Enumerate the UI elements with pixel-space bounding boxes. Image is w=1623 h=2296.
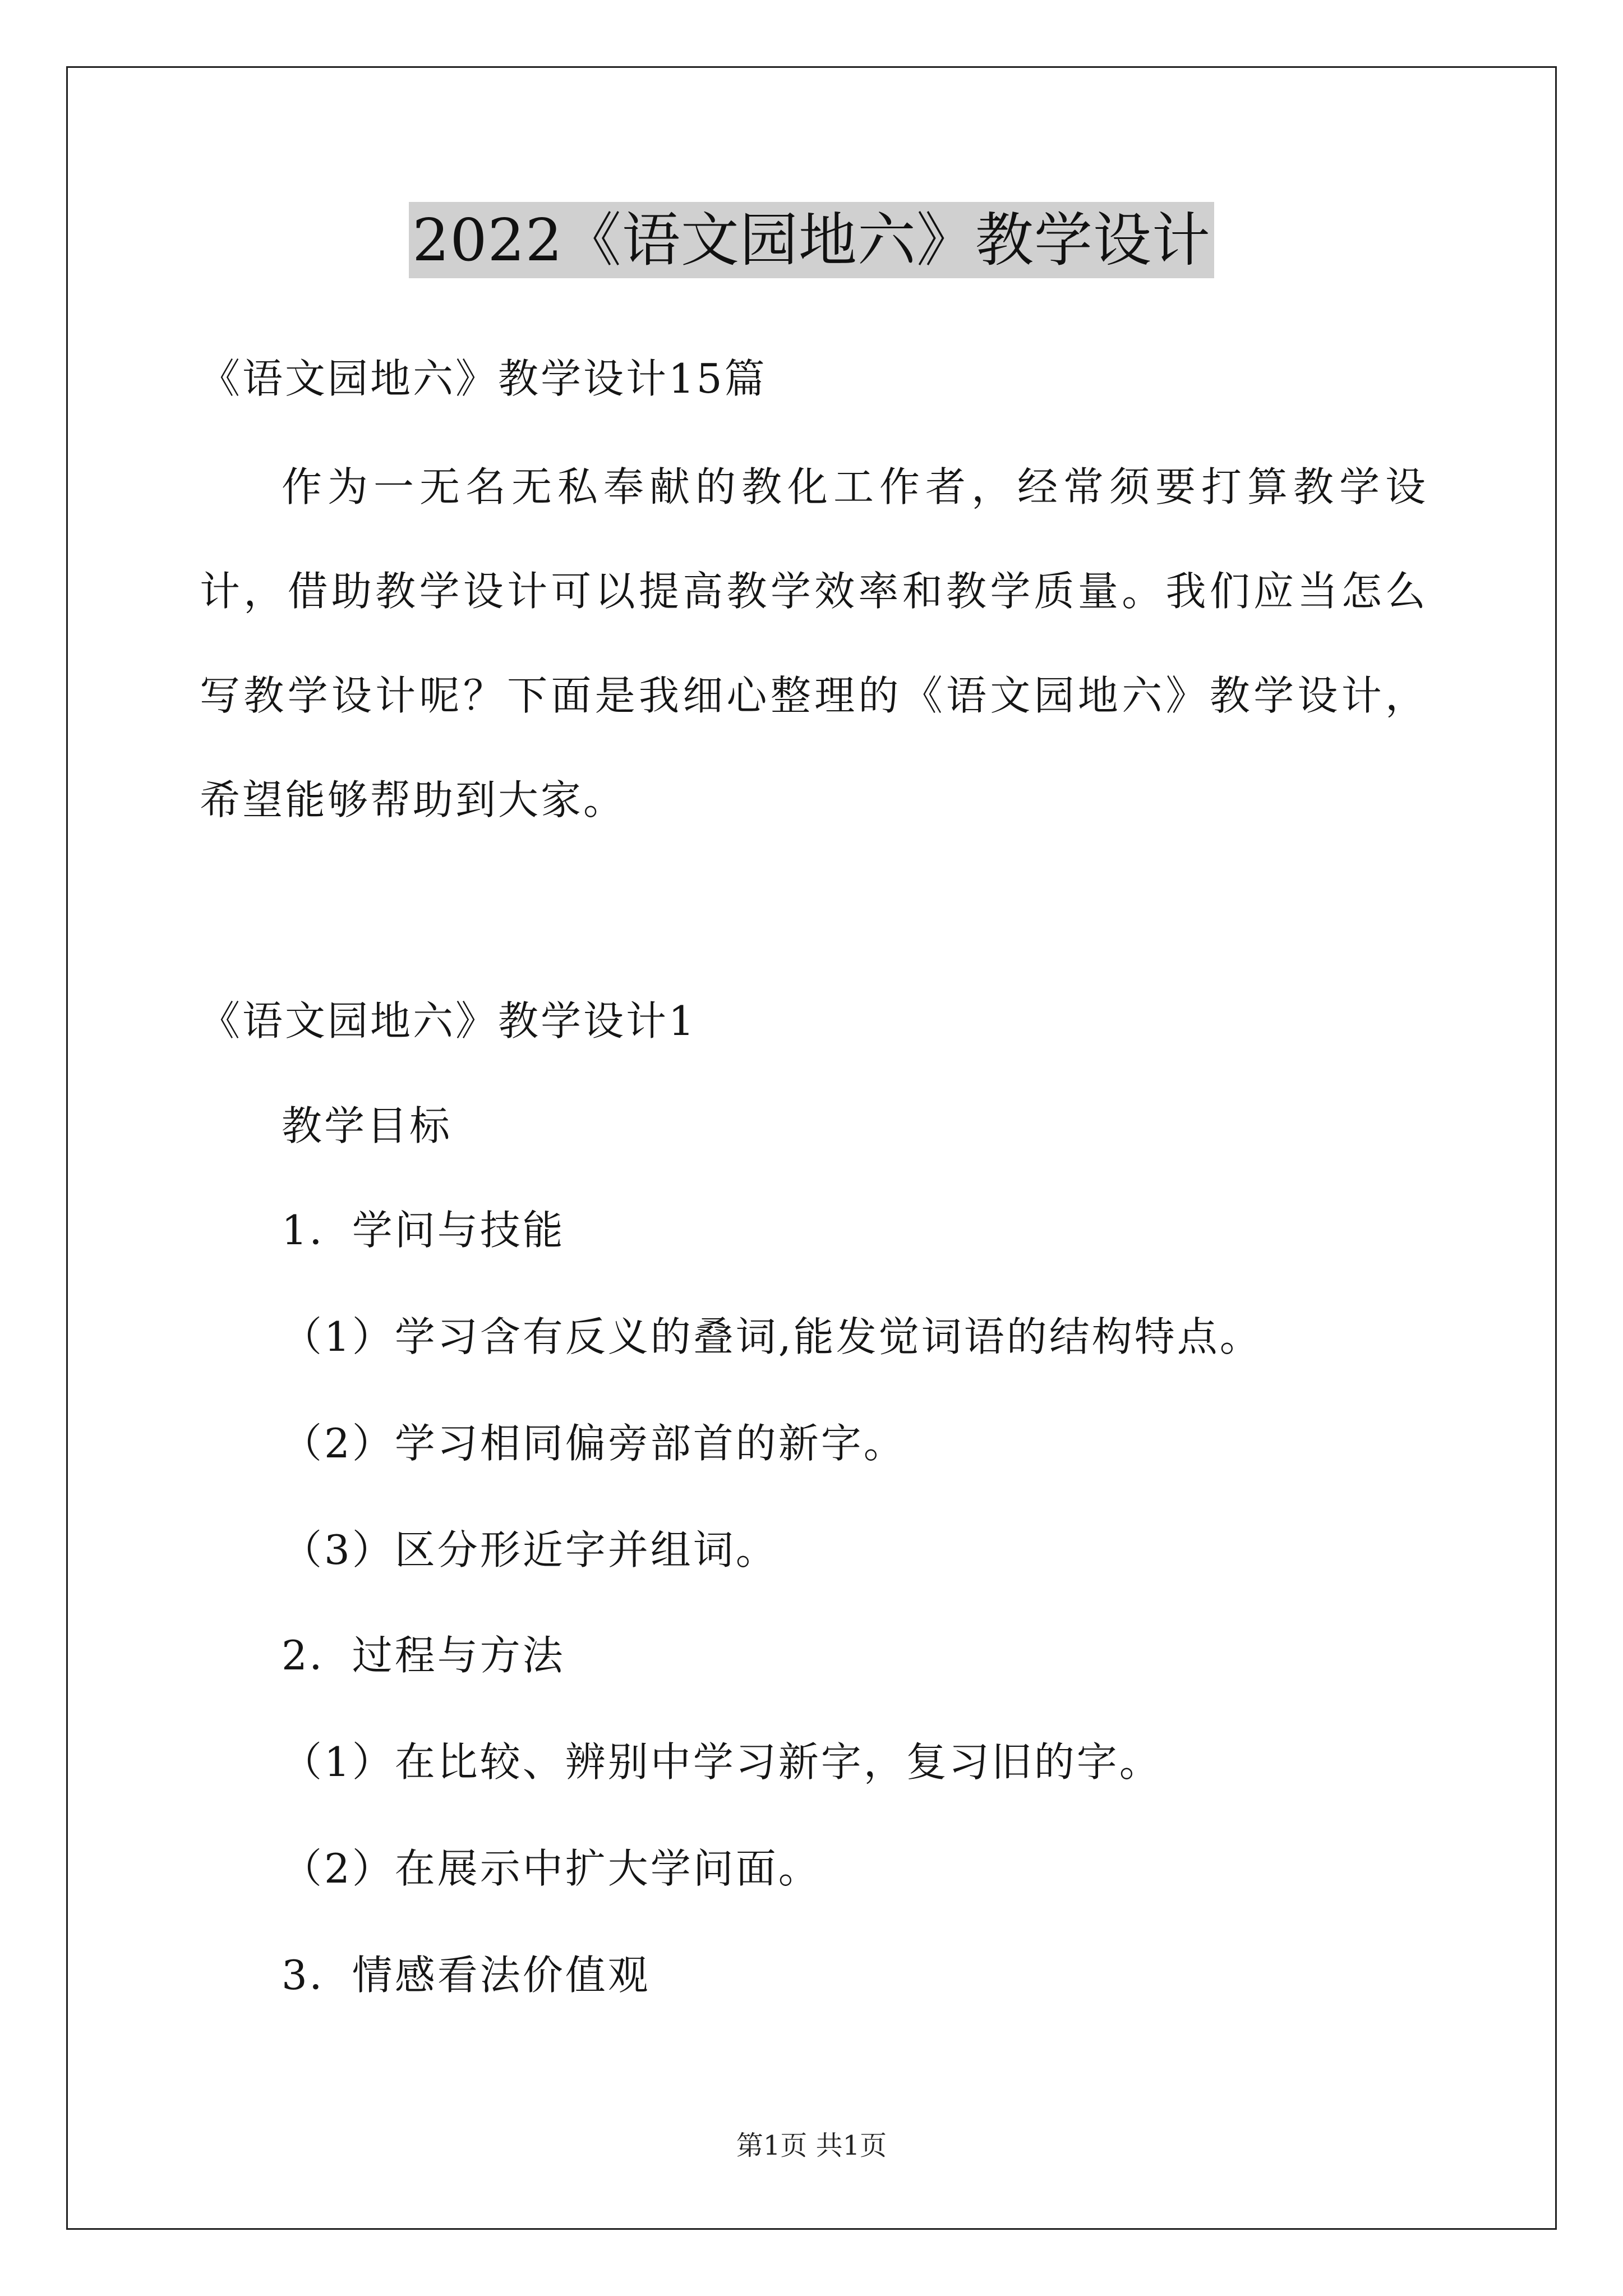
objective-item: 1．学问与技能 [282,1207,565,1254]
subtitle: 《语文园地六》教学设计15篇 [200,355,767,402]
objective-item: 2．过程与方法 [282,1632,565,1679]
objective-item: 3．情感看法价值观 [282,1952,651,1999]
page-footer: 第1页 共1页 [736,2130,887,2161]
objectives-label: 教学目标 [282,1102,453,1149]
document-title: 2022《语文园地六》教学设计 [409,202,1214,278]
objective-item: （2）学习相同偏旁部首的新字。 [282,1420,906,1467]
objective-item: （3）区分形近字并组词。 [282,1526,778,1573]
objective-item: （1）学习含有反义的叠词,能发觉词语的结构特点。 [282,1313,1262,1360]
objective-item: （2）在展示中扩大学问面。 [282,1845,821,1892]
section-heading: 《语文园地六》教学设计1 [200,997,697,1045]
objective-item: （1）在比较、辨别中学习新字，复习旧的字。 [282,1738,1162,1786]
intro-paragraph: 作为一无名无私奉献的教化工作者，经常须要打算教学设计，借助教学设计可以提高教学效率和教学质量。我们应当怎么写教学设计呢？下面是我细心整理的《语文园地六》教学设计，希望能够帮助到大家。 [200,463,1428,823]
title-wrap [0,202,1623,278]
